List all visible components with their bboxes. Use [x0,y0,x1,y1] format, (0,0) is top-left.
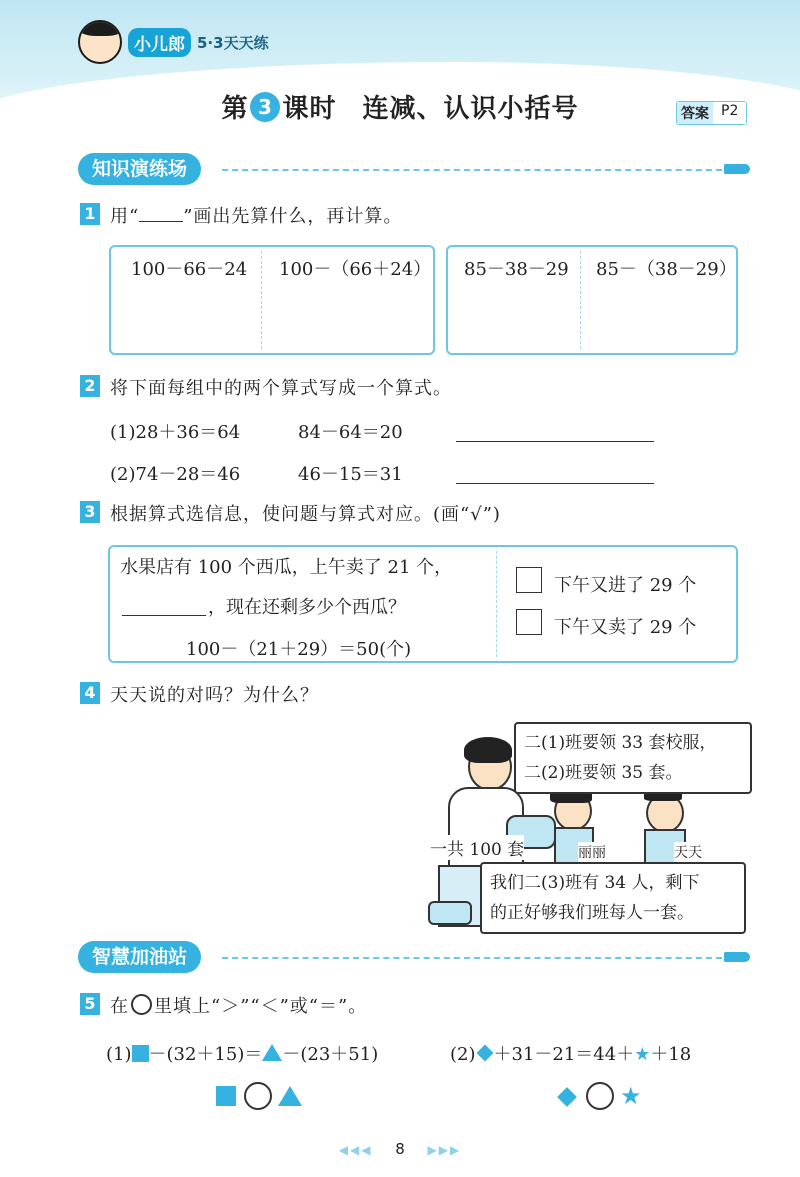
q5-part1: (1) －(32＋15)＝ －(23＋51) [106,1044,379,1065]
q3-line1: 水果店有 100 个西瓜，上午卖了 21 个， [120,557,453,578]
section-divider [222,957,722,959]
question-number-5: 5 [80,993,100,1015]
q1-box-left [109,245,435,355]
circle-icon [131,994,152,1015]
question-number-4: 4 [80,682,100,704]
q2-row1-a: (1)28＋36＝64 [110,422,241,443]
brand-logo [78,26,269,58]
brand-name: 小儿郎 [128,28,191,57]
left-arrows-icon: ◀◀◀ [338,1143,373,1157]
question-4-text: 天天说的对吗？为什么？ [110,685,319,706]
question-2-text: 将下面每组中的两个算式写成一个算式。 [110,378,452,399]
title-prefix: 第 [221,94,249,124]
question-1-text: 用“ ”画出先算什么，再计算。 [110,206,403,227]
answer-page: P2 [713,102,746,124]
right-arrows-icon: ▶▶▶ [427,1143,462,1157]
compare-circle[interactable] [244,1082,272,1110]
answer-tag [676,101,747,125]
diamond-icon [557,1087,577,1107]
question-number-3: 3 [80,501,100,523]
speech-bubble-girl: 二(1)班要领 33 套校服， 二(2)班要领 35 套。 [514,722,752,794]
square-icon [216,1086,236,1106]
q3-line2: ，现在还剩多少个西瓜？ [208,597,406,618]
title-suffix: 课时 [282,94,337,124]
brand-sub: 5·3天天练 [197,33,269,52]
q2-row1-b: 84－64＝20 [298,422,403,443]
lesson-number-badge: 3 [250,92,280,122]
compare-circle[interactable] [586,1082,614,1110]
speech-bubble-boy: 我们二(3)班有 34 人，剩下 的正好够我们班每人一套。 [480,862,746,934]
triangle-icon [278,1086,302,1106]
section-challenge-title: 智慧加油站 [78,941,201,973]
checkbox[interactable] [516,609,542,635]
q1-expression: 100－66－24 [131,259,248,280]
triangle-icon [262,1044,282,1061]
diamond-icon [476,1045,493,1062]
q2-row2-a: (2)74－28＝46 [110,464,241,485]
total-label: 一共 100 套 [430,835,524,860]
pencil-icon [724,164,750,174]
q1-box-right [446,245,738,355]
question-5-text: 在 里填上“＞”“＜”或“＝”。 [110,996,368,1017]
q3-option: 下午又进了 29 个 [554,575,697,596]
question-number-1: 1 [80,203,100,225]
page-number: 8 [395,1140,405,1158]
square-icon [132,1045,149,1062]
star-icon: ★ [634,1044,651,1065]
answer-label: 答案 [677,102,713,124]
pencil-icon [724,952,750,962]
girl-name: 丽丽 [578,842,606,862]
star-icon: ★ [620,1082,642,1110]
answer-line[interactable] [456,483,654,484]
question-3-text: 根据算式选信息，使问题与算式对应。(画“√”) [110,504,501,525]
clothes-pile-icon [428,901,472,925]
checkbox[interactable] [516,567,542,593]
q2-row2-b: 46－15＝31 [298,464,403,485]
mascot-icon [78,20,122,64]
q1-expression: 85－38－29 [464,259,569,280]
q3-equation: 100－（21＋29）＝50(个) [186,639,412,660]
section-practice-title: 知识演练场 [78,153,201,185]
q3-option: 下午又卖了 29 个 [554,617,697,638]
answer-line[interactable] [456,441,654,442]
title-topic: 连减、认识小括号 [362,94,579,124]
q1-expression: 100－（66＋24） [279,259,432,280]
boy-name: 天天 [674,842,702,862]
page-footer [0,1140,800,1158]
question-number-2: 2 [80,375,100,397]
q1-expression: 85－（38－29） [596,259,737,280]
q5-part2: (2) ＋31－21＝44＋★＋18 [450,1044,692,1065]
underline-mark [139,205,183,222]
q3-blank[interactable] [122,615,206,616]
q3-box [108,545,738,663]
section-divider [222,169,722,171]
